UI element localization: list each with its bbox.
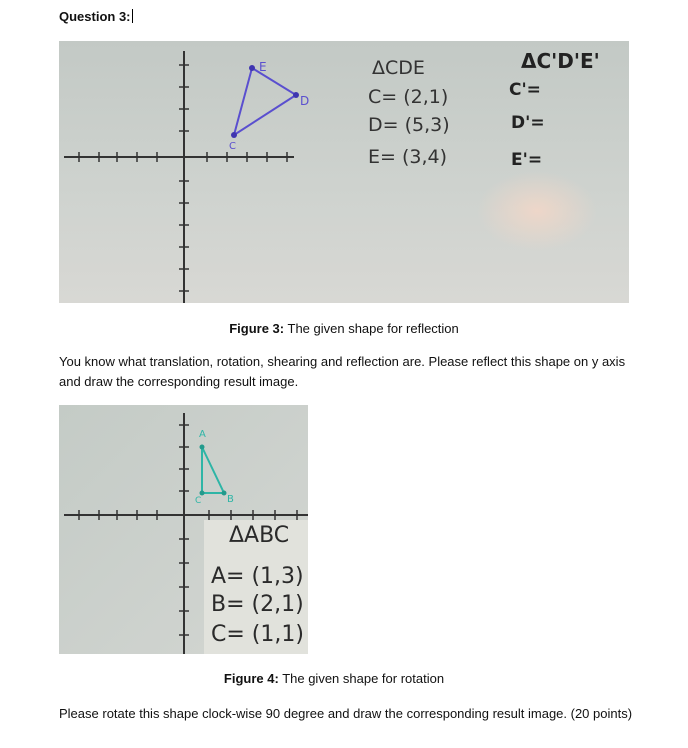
board-coord-e: E= (3,4)	[368, 146, 448, 168]
question-title: Question 3:	[59, 9, 131, 24]
vertex-label-c: C	[229, 141, 236, 152]
board-title-image: ΔC'D'E'	[521, 49, 600, 73]
board-image-e: E'=	[511, 150, 543, 170]
instruction-paragraph-1: You know what translation, rotation, shearing and reflection are. Please reflect this shape on y axis and draw the corresponding result image.	[59, 354, 626, 389]
vertex-label-a: A	[199, 429, 206, 440]
text-cursor	[132, 9, 133, 23]
vertex-label-d: D	[300, 94, 310, 108]
board-coord-c: C= (1,1)	[211, 622, 304, 647]
vertex-label-b: B	[227, 494, 234, 505]
board-coord-b: B= (2,1)	[211, 592, 304, 617]
vertex-label-c2: C	[195, 496, 202, 506]
board-title-abc: ΔABC	[229, 523, 290, 548]
board-title-cde: ΔCDE	[372, 57, 425, 79]
figure-3-caption: Figure 3: The given shape for reflection	[229, 321, 459, 336]
board-coord-c: C= (2,1)	[368, 86, 449, 108]
vertex-label-e: E	[259, 60, 267, 74]
board-image-d: D'=	[511, 113, 545, 133]
figure-3-whiteboard-photo	[59, 41, 629, 303]
board-image-c: C'=	[509, 80, 541, 100]
board-coord-d: D= (5,3)	[368, 114, 450, 136]
figure-4-whiteboard-photo	[59, 405, 308, 654]
figure-4-caption: Figure 4: The given shape for rotation	[223, 671, 445, 686]
instruction-paragraph-2: Please rotate this shape clock-wise 90 degree and draw the corresponding result image. (20 points)	[59, 706, 633, 721]
board-coord-a: A= (1,3)	[211, 564, 304, 589]
